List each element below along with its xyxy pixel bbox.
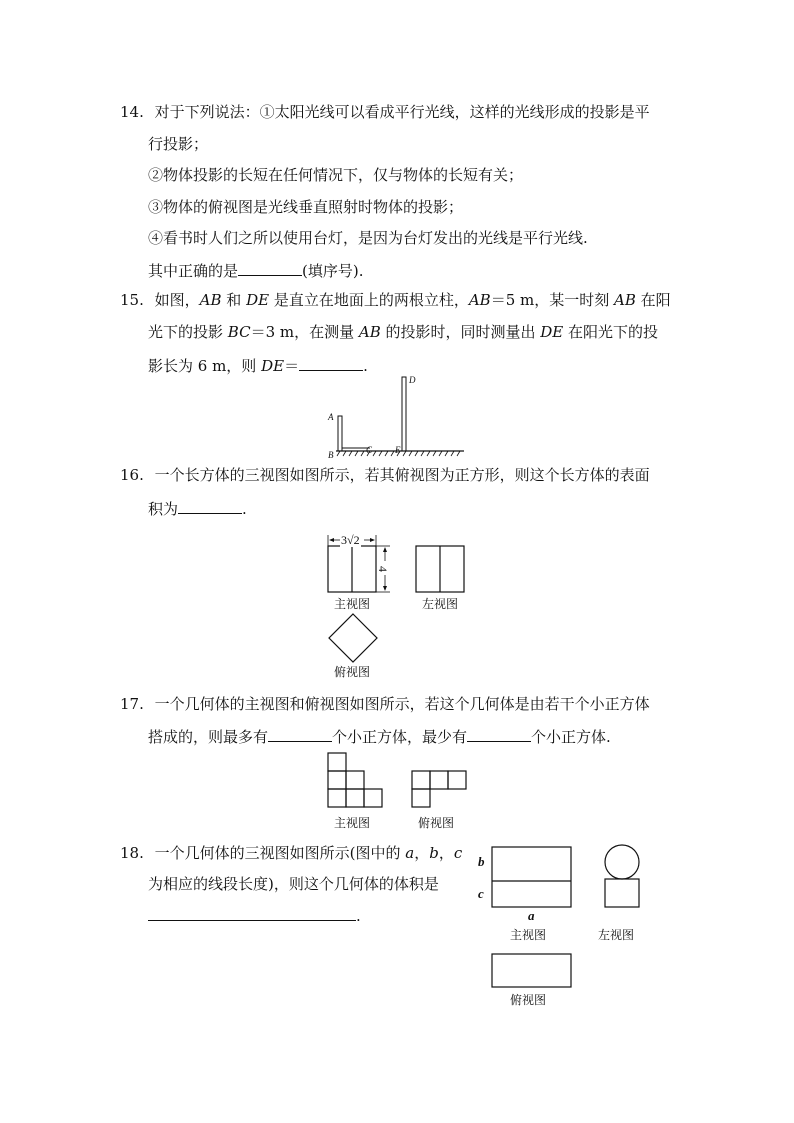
- q18-left-view-square: [605, 879, 639, 907]
- q18-text: .: [356, 907, 361, 925]
- q14-answer-suffix: (填序号).: [302, 262, 364, 280]
- q18-var: a: [405, 844, 415, 862]
- q15-label-a: A: [328, 412, 334, 422]
- q15-text: 和: [221, 291, 247, 309]
- q18-label-c: c: [478, 886, 484, 901]
- q15-label-e: E: [395, 445, 401, 455]
- q18-front-view: [492, 847, 571, 907]
- q18-label-left: 左视图: [598, 928, 635, 942]
- q15-var: DE: [246, 291, 270, 309]
- q16-number: 16.: [120, 466, 144, 484]
- q17-text-1: 一个几何体的主视图和俯视图如图所示，若这个几何体是由若干个小正方体: [154, 695, 650, 713]
- q16-label-top: 俯视图: [334, 665, 371, 679]
- q17-label-front: 主视图: [334, 816, 371, 830]
- q18-left-view-circle: [605, 845, 639, 879]
- q15-text: 在阳: [635, 291, 671, 309]
- q15-text: ＝5 m，某一时刻: [490, 291, 614, 309]
- q16-dim-width: 3√2: [341, 533, 360, 547]
- q14-line-2: 行投影；: [148, 135, 209, 153]
- q18-text: 一个几何体的三视图如图所示(图中的: [154, 844, 406, 862]
- q18-number: 18.: [120, 844, 144, 862]
- q15-var: AB: [614, 291, 636, 309]
- q18-top-view: [492, 954, 571, 987]
- q18-var: c: [453, 844, 463, 862]
- q18-line-2: 为相应的线段长度)，则这个几何体的体积是: [148, 875, 439, 893]
- q15-text: 是直立在地面上的两根立柱，: [269, 291, 469, 309]
- q18-label-b: b: [478, 854, 485, 869]
- q16-answer-prefix: 积为: [148, 500, 179, 518]
- q15-label-d: D: [409, 375, 416, 385]
- q15-text: ＝3 m，在测量: [250, 323, 359, 341]
- q15-label-b: B: [328, 450, 334, 460]
- q15-text: 如图，: [154, 291, 200, 309]
- q15-var: BC: [227, 323, 251, 341]
- q18-text: ，: [438, 844, 454, 862]
- q17-number: 17.: [120, 695, 144, 713]
- q18-label-a: a: [528, 908, 535, 923]
- q18-text: ，: [414, 844, 430, 862]
- q18-label-top: 俯视图: [510, 993, 547, 1007]
- q15-text: 在阳光下的投: [563, 323, 659, 341]
- q17-text: 个小正方体，最少有: [332, 728, 468, 746]
- q15-text: .: [363, 357, 368, 375]
- q15-var: AB: [358, 323, 381, 341]
- q15-number: 15.: [120, 291, 144, 309]
- q17-text: 个小正方体.: [531, 728, 611, 746]
- q17-label-top: 俯视图: [418, 816, 455, 830]
- q16-dim-height: 4: [376, 566, 390, 572]
- q14-line-5: ④看书时人们之所以使用台灯，是因为台灯发出的光线是平行光线.: [148, 229, 588, 247]
- q14-line-4: ③物体的俯视图是光线垂直照射时物体的投影；: [148, 198, 464, 216]
- q15-text: 光下的投影: [148, 323, 228, 341]
- q17-text: 搭成的，则最多有: [148, 728, 269, 746]
- q15-text: 的投影时，同时测量出: [380, 323, 541, 341]
- q15-var: DE: [540, 323, 564, 341]
- q14-text-1: 对于下列说法：①太阳光线可以看成平行光线，这样的光线形成的投影是平: [154, 103, 650, 121]
- q16-answer-suffix: .: [242, 500, 247, 518]
- q15-text: 影长为 6 m，则: [148, 357, 262, 375]
- q15-var: DE: [261, 357, 285, 375]
- q15-label-c: C: [366, 445, 373, 455]
- q14-answer-prefix: 其中正确的是: [148, 262, 239, 280]
- q16-label-left: 左视图: [422, 597, 459, 611]
- q14-number: 14.: [120, 103, 144, 121]
- q16-text-1: 一个长方体的三视图如图所示，若其俯视图为正方形，则这个长方体的表面: [154, 466, 650, 484]
- q18-var: b: [429, 844, 439, 862]
- q15-var: AB: [199, 291, 222, 309]
- q14-line-3: ②物体投影的长短在任何情况下，仅与物体的长短有关；: [148, 166, 524, 184]
- q16-label-front: 主视图: [334, 597, 371, 611]
- q15-var: AB: [468, 291, 491, 309]
- q15-text: ＝: [284, 357, 300, 375]
- q18-label-front: 主视图: [510, 928, 547, 942]
